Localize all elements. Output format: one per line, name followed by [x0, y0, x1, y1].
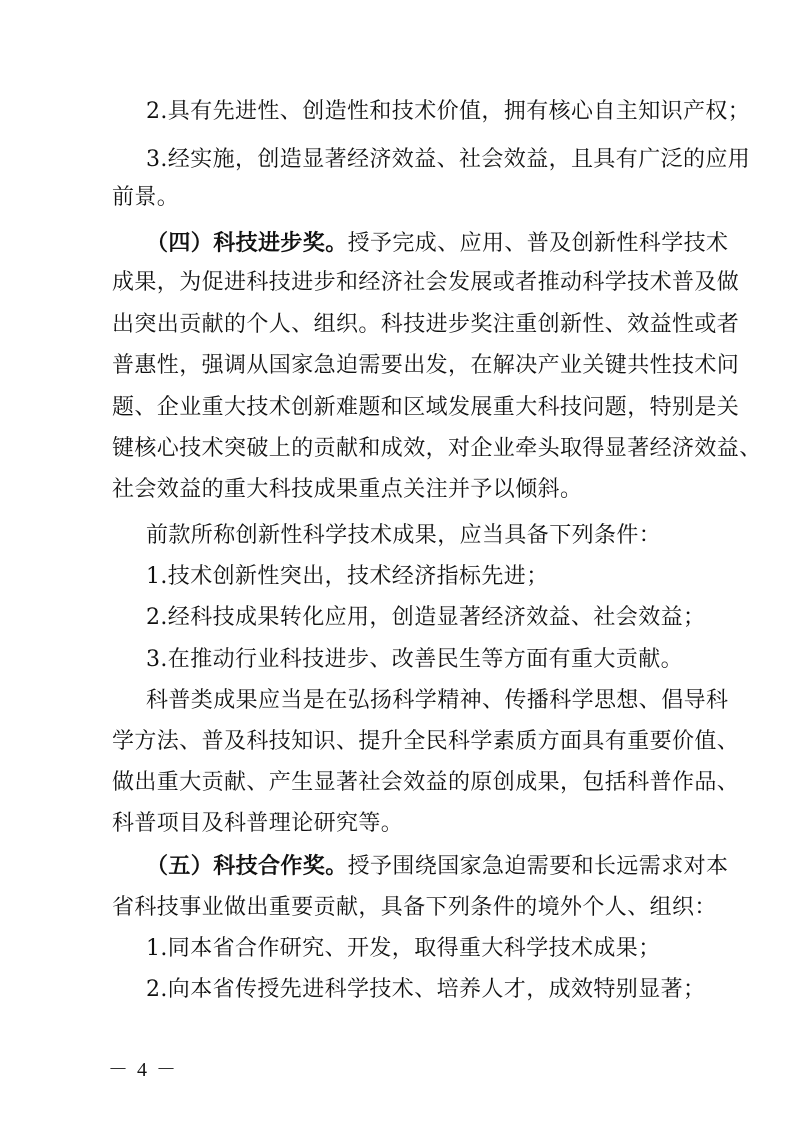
- paragraph-line: 题、企业重大技术创新难题和区域发展重大科技问题，特别是关: [112, 395, 740, 420]
- list-item: 1.技术创新性突出，技术经济指标先进；: [146, 564, 549, 589]
- paragraph-text: 授予围绕国家急迫需要和长远需求对本: [347, 854, 729, 879]
- paragraph-line: 键核心技术突破上的贡献和成效，对企业牵头取得显著经济效益、: [112, 436, 762, 461]
- paragraph-line: 做出重大贡献、产生显著社会效益的原创成果，包括科普作品、: [112, 770, 740, 795]
- paragraph-line: 前景。: [112, 185, 180, 210]
- paragraph-line: 科普项目及科普理论研究等。: [112, 811, 404, 836]
- section-heading: （五）科技合作奖。: [146, 854, 348, 879]
- list-item: 3.在推动行业科技进步、改善民生等方面有重大贡献。: [146, 647, 683, 672]
- paragraph-line: 出突出贡献的个人、组织。科技进步奖注重创新性、效益性或者: [112, 312, 740, 337]
- page-number: － 4 －: [108, 1059, 178, 1081]
- list-item: 2.经科技成果转化应用，创造显著经济效益、社会效益；: [146, 605, 706, 630]
- section-heading: （四）科技进步奖。: [146, 231, 348, 256]
- list-item: 1.同本省合作研究、开发，取得重大科学技术成果；: [146, 936, 661, 961]
- paragraph-line: [146, 229, 729, 259]
- paragraph-line: 前款所称创新性科学技术成果，应当具备下列条件：: [146, 523, 662, 548]
- paragraph-line: 学方法、普及科技知识、提升全民科学素质方面具有重要价值、: [112, 729, 740, 754]
- paragraph-line: 社会效益的重大科技成果重点关注并予以倾斜。: [112, 477, 583, 502]
- paragraph-line: 普惠性，强调从国家急迫需要出发，在解决产业关键共性技术问: [112, 353, 740, 378]
- paragraph-line: 3.经实施，创造显著经济效益、社会效益，且具有广泛的应用: [146, 147, 751, 172]
- paragraph-line: [146, 852, 729, 882]
- paragraph-line: 成果，为促进科技进步和经济社会发展或者推动科学技术普及做: [112, 270, 740, 295]
- list-item: 2.向本省传授先进科学技术、培养人才，成效特别显著；: [146, 977, 706, 1002]
- paragraph-line: 2.具有先进性、创造性和技术价值，拥有核心自主知识产权；: [146, 99, 751, 124]
- paragraph-line: 科普类成果应当是在弘扬科学精神、传播科学思想、倡导科: [146, 688, 729, 713]
- paragraph-line: 省科技事业做出重要贡献，具备下列条件的境外个人、组织：: [112, 895, 717, 920]
- paragraph-text: 授予完成、应用、普及创新性科学技术: [347, 231, 729, 256]
